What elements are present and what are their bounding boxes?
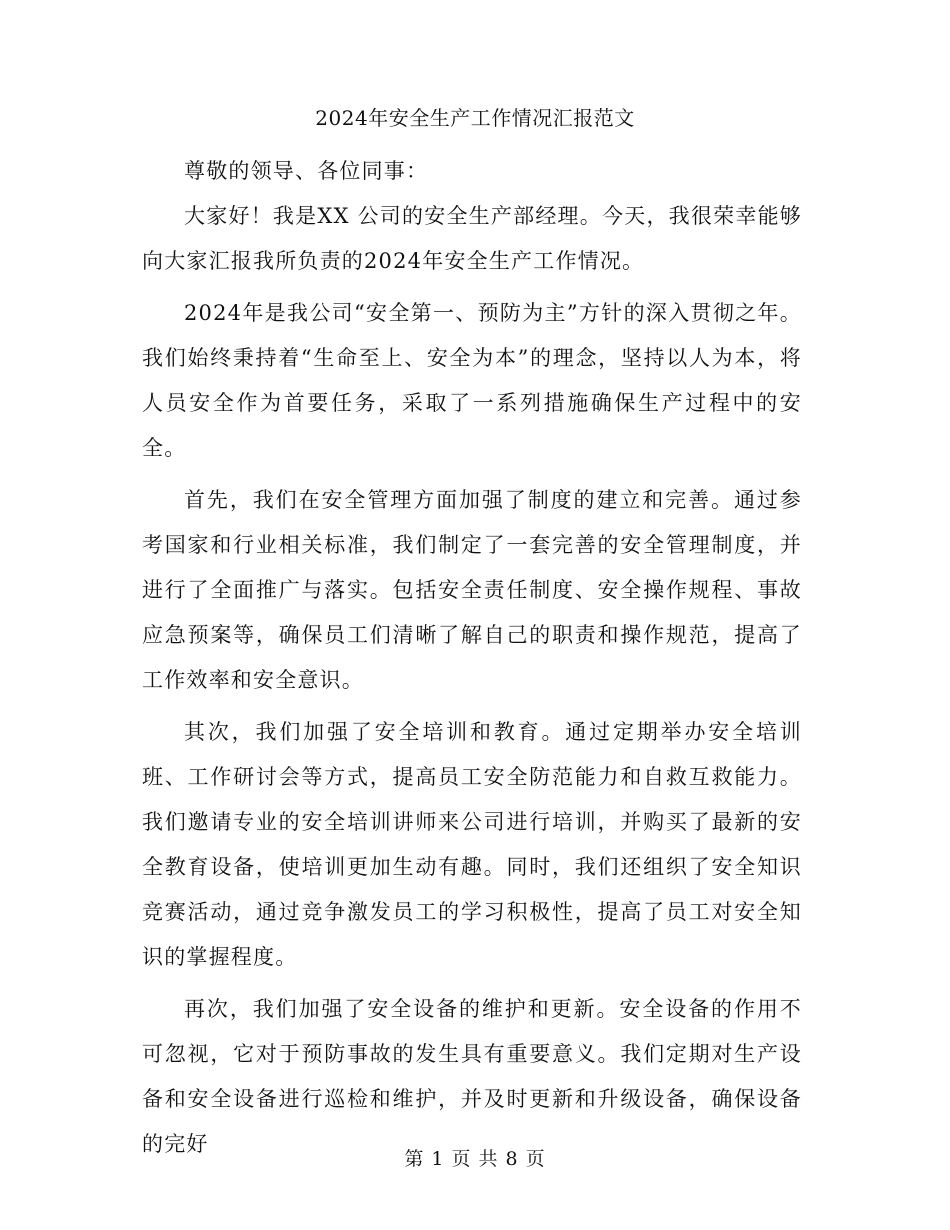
document-body bbox=[142, 149, 802, 1174]
paragraph-greeting: 大家好！我是XX 公司的安全生产部经理。今天，我很荣幸能够向大家汇报我所负责的2024年安全生产工作情况。 bbox=[142, 204, 802, 273]
paragraph-management: 首先，我们在安全管理方面加强了制度的建立和完善。通过参考国家和行业相关标准，我们制定了一套完善的安全管理制度，并进行了全面推广与落实。包括安全责任制度、安全操作规程、事故应急预案等，确保员工们清晰了解自己的职责和操作规范，提高了工作效率和安全意识。 bbox=[142, 488, 802, 692]
document-title: 2024年安全生产工作情况汇报范文 bbox=[315, 106, 635, 130]
paragraph-policy: 2024年是我公司“安全第一、预防为主”方针的深入贯彻之年。我们始终秉持着“生命至上、安全为本”的理念，坚持以人为本，将人员安全作为首要任务，采取了一系列措施确保生产过程中的安全。 bbox=[142, 301, 802, 460]
paragraph-equipment: 再次，我们加强了安全设备的维护和更新。安全设备的作用不可忽视，它对于预防事故的发生具有重要意义。我们定期对生产设备和安全设备进行巡检和维护，并及时更新和升级设备，确保设备的完好 bbox=[142, 997, 802, 1156]
salutation: 尊敬的领导、各位同事： bbox=[184, 159, 429, 183]
page-footer: 第 1 页 共 8 页 bbox=[404, 1148, 546, 1170]
paragraph-training: 其次，我们加强了安全培训和教育。通过定期举办安全培训班、工作研讨会等方式，提高员工安全防范能力和自救互救能力。我们邀请专业的安全培训讲师来公司进行培训，并购买了最新的安全教育设备，使培训更加生动有趣。同时，我们还组织了安全知识竞赛活动，通过竞争激发员工的学习积极性，提高了员工对安全知识的掌握程度。 bbox=[142, 720, 802, 969]
